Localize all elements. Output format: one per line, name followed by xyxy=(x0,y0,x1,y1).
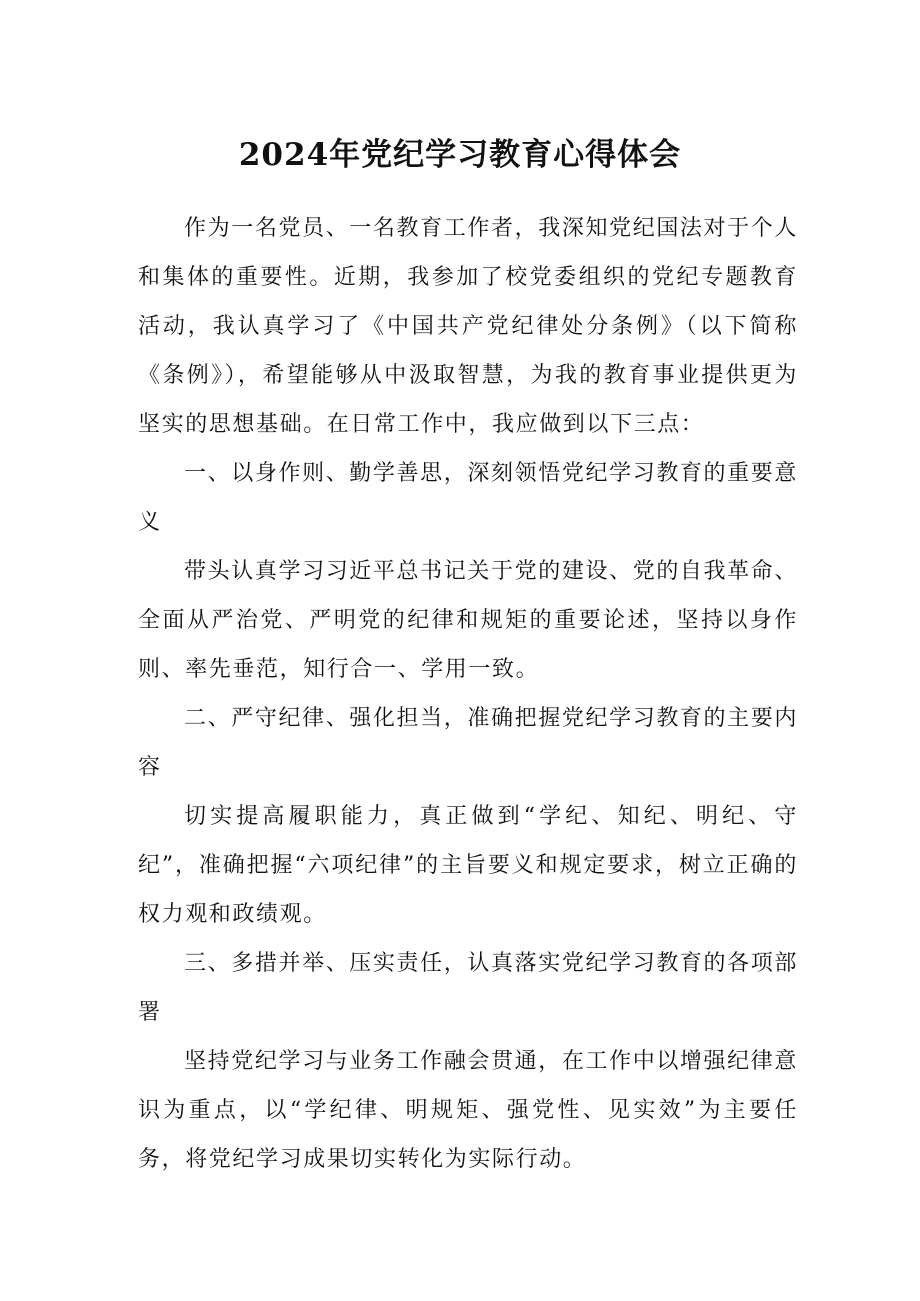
section-body-2: 切实提高履职能力，真正做到“学纪、知纪、明纪、守纪”，准确把握“六项纪律”的主旨要义和规定要求，树立正确的权力观和政绩观。 xyxy=(138,804,798,927)
section-heading-1: 一、以身作则、勤学善思，深刻领悟党纪学习教育的重要意义 xyxy=(138,461,798,535)
document-body xyxy=(138,204,798,1184)
section-heading-3: 三、多措并举、压实责任，认真落实党纪学习教育的各项部署 xyxy=(138,951,798,1025)
intro-paragraph: 作为一名党员、一名教育工作者，我深知党纪国法对于个人和集体的重要性。近期，我参加了校党委组织的党纪专题教育活动，我认真学习了《中国共产党纪律处分条例》（以下简称《条例》），希望能够从中汲取智慧，为我的教育事业提供更为坚实的思想基础。在日常工作中，我应做到以下三点： xyxy=(138,216,798,437)
section-heading-2: 二、严守纪律、强化担当，准确把握党纪学习教育的主要内容 xyxy=(138,706,798,780)
section-body-3: 坚持党纪学习与业务工作融会贯通，在工作中以增强纪律意识为重点，以“学纪律、明规矩、强党性、见实效”为主要任务，将党纪学习成果切实转化为实际行动。 xyxy=(138,1049,798,1172)
document-title: 2024年党纪学习教育心得体会 xyxy=(238,136,682,173)
section-body-1: 带头认真学习习近平总书记关于党的建设、党的自我革命、全面从严治党、严明党的纪律和规矩的重要论述，坚持以身作则、率先垂范，知行合一、学用一致。 xyxy=(138,559,798,682)
